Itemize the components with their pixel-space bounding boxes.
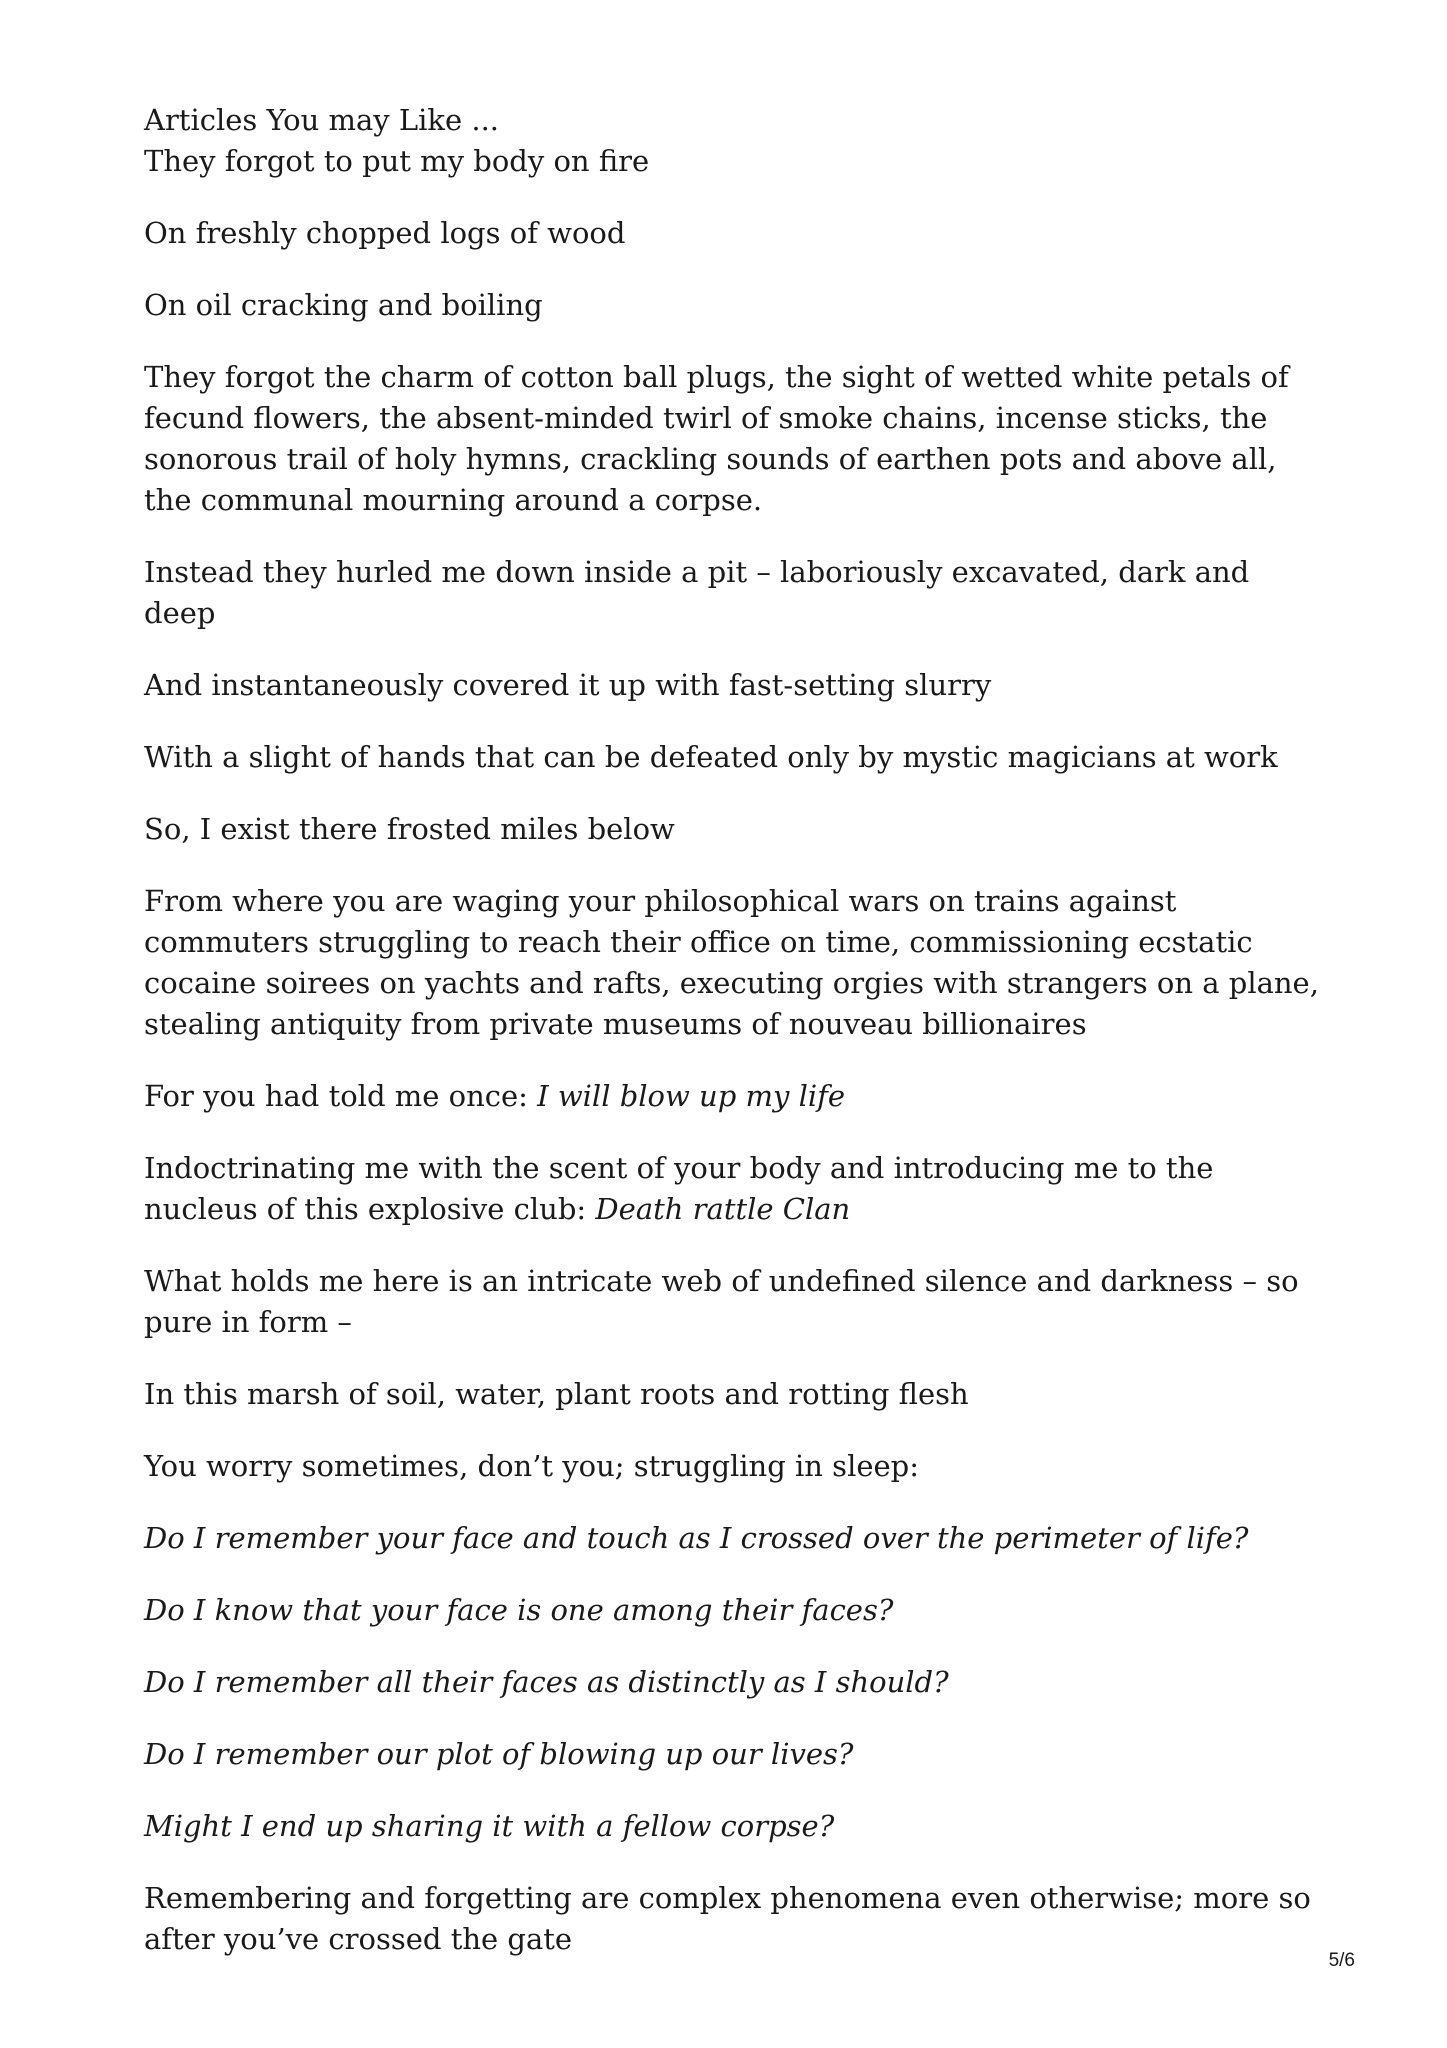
paragraph: In this marsh of soil, water, plant roots and rotting flesh xyxy=(144,1377,969,1411)
paragraph-with-quote xyxy=(144,1076,1324,1117)
italic-line: Do I remember your face and touch as I crossed over the perimeter of life? xyxy=(144,1521,1249,1555)
italic-question xyxy=(144,1662,1324,1703)
paragraph: And instantaneously covered it up with fast-setting slurry xyxy=(144,668,992,702)
paragraph: On freshly chopped logs of wood xyxy=(144,216,626,250)
paragraph: They forgot to put my body on fire xyxy=(144,144,650,178)
italic-quote: I will blow up my life xyxy=(537,1079,846,1113)
document-body xyxy=(144,100,1324,1991)
italic-line: Do I remember our plot of blowing up our lives? xyxy=(144,1737,854,1771)
paragraph: So, I exist there frosted miles below xyxy=(144,812,675,846)
paragraph: You worry sometimes, don’t you; struggling in sleep: xyxy=(144,1449,919,1483)
italic-line: Do I remember all their faces as distinctly as I should? xyxy=(144,1665,949,1699)
italic-line: Do I know that your face is one among their faces? xyxy=(144,1593,894,1627)
paragraph: On oil cracking and boiling xyxy=(144,288,543,322)
page-number: 5/6 xyxy=(1328,1950,1355,1971)
italic-question xyxy=(144,1734,1324,1775)
italic-question xyxy=(144,1806,1324,1847)
articles-heading[interactable]: Articles You may Like ... xyxy=(144,103,500,137)
paragraph-text: For you had told me once: xyxy=(144,1079,538,1113)
paragraph: Instead they hurled me down inside a pit – laboriously excavated, dark and deep xyxy=(144,555,1250,630)
italic-question xyxy=(144,1590,1324,1631)
paragraph-text: Indoctrinating me with the scent of your body and introducing me to the nucleus of this explosive club: xyxy=(144,1151,1214,1226)
paragraph: They forgot the charm of cotton ball plugs, the sight of wetted white petals of fecund flowers, the absent-minded twirl of smoke chains, incense sticks, the sonorous trail of holy hymns, crackling sounds of earthen pots and above all, the communal mourning around a corpse. xyxy=(144,360,1289,517)
paragraph: What holds me here is an intricate web of undefined silence and darkness – so pure in form – xyxy=(144,1264,1299,1339)
paragraph-with-quote xyxy=(144,1148,1324,1230)
italic-quote: Death rattle Clan xyxy=(595,1192,851,1226)
paragraph: From where you are waging your philosophical wars on trains against commuters struggling to reach their office on time, commissioning ecstatic cocaine soirees on yachts and rafts, executing orgies with strangers on a plane, stealing antiquity from private museums of nouveau billionaires xyxy=(144,884,1319,1041)
italic-line: Might I end up sharing it with a fellow corpse? xyxy=(144,1809,835,1843)
italic-question xyxy=(144,1518,1324,1559)
paragraph: Remembering and forgetting are complex phenomena even otherwise; more so after you’ve crossed the gate xyxy=(144,1881,1311,1956)
paragraph: With a slight of hands that can be defeated only by mystic magicians at work xyxy=(144,740,1278,774)
